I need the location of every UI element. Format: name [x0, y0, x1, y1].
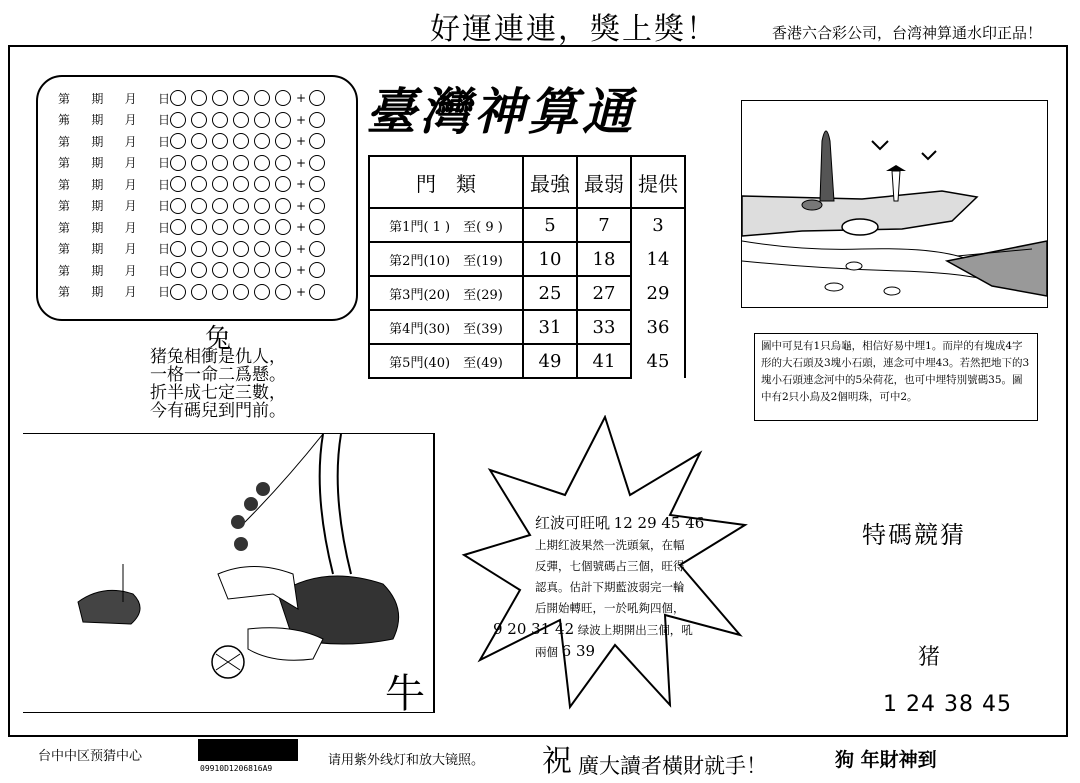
table-row [369, 242, 685, 276]
plus-sign: + [296, 284, 307, 299]
record-date-label [58, 262, 170, 279]
special-number-circle [309, 176, 325, 192]
footer-bless-char: 祝 [542, 744, 572, 779]
number-circle [170, 133, 186, 149]
record-period: 期 [91, 263, 104, 278]
record-period: 期 [91, 177, 104, 192]
record-row [58, 218, 330, 236]
number-circle [254, 284, 270, 300]
page-title: 臺灣神算通 [366, 82, 636, 141]
record-period: 期 [91, 220, 104, 235]
number-circle [233, 90, 249, 106]
number-circle [212, 198, 228, 214]
table-row [369, 276, 685, 310]
record-month: 月 [124, 156, 137, 170]
header-slogan: 好運連連，獎上獎！ [430, 12, 718, 47]
star-line: 上期红波果然一洗頭氣，在幅 [535, 538, 685, 552]
number-circle [191, 284, 207, 300]
table-header-row [369, 156, 685, 208]
record-period: 期 [91, 199, 104, 213]
number-circle [275, 198, 291, 214]
record-row [58, 197, 330, 215]
strongest-value: 10 [523, 242, 577, 276]
record-qi: 第 [58, 177, 71, 192]
number-circle [191, 219, 207, 235]
number-circle [212, 262, 228, 278]
star-headline: 红波可旺吼 [535, 514, 611, 532]
door-range: 第3門(20) 至(29) [369, 276, 523, 310]
special-number-circle [309, 112, 325, 128]
special-number-circle [309, 284, 325, 300]
record-date-label [58, 90, 170, 107]
star-numbers: 6 39 [561, 642, 596, 660]
number-circle [191, 112, 207, 128]
poem-line: 猪兔相衝是仇人， [150, 347, 286, 367]
barcode-number: 09910D1206816A9 [200, 764, 273, 773]
record-qi: 笰 [58, 113, 71, 127]
record-day: 日 [157, 220, 170, 235]
number-circle [191, 155, 207, 171]
star-numbers: 9 20 31 42 [493, 620, 575, 638]
record-qi: 第 [58, 242, 71, 256]
special-guess-title: 特碼競猜 [862, 521, 966, 549]
record-day: 日 [157, 177, 170, 192]
weakest-value: 27 [577, 276, 631, 310]
number-circle [254, 112, 270, 128]
door-range: 第4門(30) 至(39) [369, 310, 523, 344]
record-date-label [58, 154, 170, 171]
table-row [369, 310, 685, 344]
record-month: 月 [124, 177, 137, 192]
special-number-circle [309, 133, 325, 149]
number-circle [275, 241, 291, 257]
record-row [58, 261, 330, 279]
record-day: 日 [157, 285, 170, 299]
number-circle [233, 284, 249, 300]
number-circle [275, 262, 291, 278]
zodiac-ox: 牛 [385, 671, 425, 717]
footer-year: 狗 年財神到 [835, 749, 937, 771]
provide-value: 14 [631, 242, 685, 276]
special-number-circle [309, 262, 325, 278]
record-row [58, 240, 330, 258]
number-circle [275, 284, 291, 300]
records-box [36, 75, 358, 321]
record-period: 期 [91, 285, 104, 299]
number-circle [170, 284, 186, 300]
weakest-value: 7 [577, 208, 631, 242]
number-circle [233, 155, 249, 171]
star-line-numbers [535, 641, 725, 663]
record-day: 日 [157, 91, 170, 106]
record-qi: 第 [58, 91, 71, 106]
star-line: 反彈，七個號碼占三個，旺得 [535, 559, 685, 573]
plus-sign: + [296, 198, 307, 213]
number-circle [170, 112, 186, 128]
special-number-circle [309, 90, 325, 106]
record-month: 月 [124, 113, 137, 127]
record-day: 日 [157, 156, 170, 170]
provide-value: 36 [631, 310, 685, 344]
number-circle [275, 176, 291, 192]
record-date-label [58, 176, 170, 193]
door-table [368, 155, 686, 379]
number-circle [275, 90, 291, 106]
number-circle [170, 176, 186, 192]
header-door-type: 門 類 [369, 156, 523, 208]
record-row [58, 111, 330, 129]
record-row [58, 89, 330, 107]
record-qi: 第 [58, 263, 71, 278]
record-row [58, 154, 330, 172]
star-headline-row [535, 513, 725, 535]
record-month: 月 [124, 220, 137, 235]
record-qi: 第 [58, 199, 71, 213]
plus-sign: + [296, 91, 307, 105]
number-circle [212, 90, 228, 106]
number-circle [170, 219, 186, 235]
poem-line: 折半成七定三數， [150, 383, 286, 403]
number-circle [212, 176, 228, 192]
record-qi: 第 [58, 220, 71, 235]
record-date-label [58, 219, 170, 236]
record-month: 月 [124, 134, 137, 149]
special-number-circle [309, 155, 325, 171]
zodiac-rabbit: 兔 [205, 324, 232, 354]
barcode [198, 739, 298, 761]
record-month: 月 [124, 263, 137, 278]
provide-value: 3 [631, 208, 685, 242]
painting-drawing [23, 434, 431, 710]
special-number-circle [309, 219, 325, 235]
number-circle [254, 90, 270, 106]
star-line: 绿波上期開出三個，吼 [577, 623, 693, 637]
number-circle [170, 155, 186, 171]
record-day: 日 [157, 113, 170, 127]
landscape-note: 圖中可見有1只烏龜，相信好易中埋1。而岸的有塊成4字形的大石頭及3塊小石頭，連念可中埋43。若然把地下的3塊小石頭連念河中的5朵荷花，也可中埋特別號碼35。圖中有2只小鳥及2個明珠，可中2。 [754, 333, 1038, 421]
number-circle [212, 219, 228, 235]
record-date-label [58, 283, 170, 300]
star-text [493, 513, 725, 663]
header-provide: 提供 [631, 156, 685, 208]
poem-line: 一格一命二爲懸。 [150, 365, 286, 385]
weakest-value: 41 [577, 344, 631, 378]
record-period: 期 [91, 242, 104, 256]
table-row [369, 208, 685, 242]
star-headline-numbers: 12 29 45 46 [613, 514, 705, 532]
poem [150, 348, 286, 420]
weakest-value: 33 [577, 310, 631, 344]
plus-sign: + [296, 155, 307, 170]
record-date-label [58, 133, 170, 150]
special-guess-numbers: 1 24 38 45 [883, 692, 1012, 717]
number-circle [191, 133, 207, 149]
record-row [58, 132, 330, 150]
number-circle [212, 284, 228, 300]
footer-check-note: 请用紫外线灯和放大镜照。 [328, 753, 485, 768]
door-range: 第5門(40) 至(49) [369, 344, 523, 378]
number-circle [233, 176, 249, 192]
strongest-value: 25 [523, 276, 577, 310]
special-guess-animal: 猪 [918, 645, 941, 670]
record-date-label [58, 240, 170, 257]
record-date-label [58, 111, 170, 128]
number-circle [170, 262, 186, 278]
number-circle [233, 241, 249, 257]
landscape-drawing [742, 101, 1047, 307]
record-row [58, 283, 330, 301]
landscape-illustration [741, 100, 1048, 308]
record-day: 日 [157, 242, 170, 256]
number-circle [254, 241, 270, 257]
door-range: 第1門( 1 ) 至( 9 ) [369, 208, 523, 242]
record-month: 月 [124, 242, 137, 256]
special-number-circle [309, 241, 325, 257]
record-qi: 第 [58, 134, 71, 149]
record-qi: 第 [58, 285, 71, 299]
number-circle [170, 241, 186, 257]
number-circle [275, 133, 291, 149]
footer-center-name: 台中中区预猜中心 [38, 749, 143, 764]
plus-sign: + [296, 177, 307, 191]
number-circle [191, 176, 207, 192]
record-period: 期 [91, 113, 104, 127]
record-month: 月 [124, 91, 137, 106]
record-period: 期 [91, 156, 104, 170]
record-day: 日 [157, 134, 170, 149]
record-qi: 第 [58, 156, 71, 170]
record-month: 月 [124, 199, 137, 213]
star-line: 后開始轉旺，一於吼夠四個， [535, 601, 685, 615]
record-month: 月 [124, 285, 137, 299]
number-circle [254, 176, 270, 192]
strongest-value: 5 [523, 208, 577, 242]
number-circle [233, 198, 249, 214]
table-row [369, 344, 685, 378]
number-circle [233, 219, 249, 235]
number-circle [275, 155, 291, 171]
number-circle [233, 133, 249, 149]
door-range: 第2門(10) 至(19) [369, 242, 523, 276]
star-line: 認真。估計下期藍波弱完一輪 [535, 580, 685, 594]
provide-value: 29 [631, 276, 685, 310]
painting-illustration [23, 433, 435, 713]
number-circle [233, 262, 249, 278]
number-circle [254, 155, 270, 171]
star-line: 兩個 [535, 645, 558, 659]
number-circle [170, 90, 186, 106]
number-circle [254, 219, 270, 235]
header-weakest: 最弱 [577, 156, 631, 208]
record-day: 日 [157, 263, 170, 278]
number-circle [191, 241, 207, 257]
record-date-label [58, 197, 170, 214]
plus-sign: + [296, 134, 307, 148]
record-row [58, 175, 330, 193]
record-day: 日 [157, 199, 170, 213]
plus-sign: + [296, 112, 307, 127]
number-circle [191, 262, 207, 278]
number-circle [254, 133, 270, 149]
special-number-circle [309, 198, 325, 214]
authorized-note: 香港六合彩公司，台湾神算通水印正品！ [772, 24, 1043, 42]
number-circle [191, 198, 207, 214]
number-circle [233, 112, 249, 128]
record-period: 期 [91, 134, 104, 149]
strongest-value: 31 [523, 310, 577, 344]
number-circle [275, 219, 291, 235]
number-circle [170, 198, 186, 214]
plus-sign: + [296, 241, 307, 256]
number-circle [212, 241, 228, 257]
number-circle [212, 112, 228, 128]
number-circle [275, 112, 291, 128]
plus-sign: + [296, 220, 307, 234]
provide-value: 45 [631, 344, 685, 378]
number-circle [191, 90, 207, 106]
strongest-value: 49 [523, 344, 577, 378]
plus-sign: + [296, 263, 307, 277]
header-strongest: 最強 [523, 156, 577, 208]
number-circle [254, 262, 270, 278]
number-circle [212, 155, 228, 171]
poem-line: 今有碼兒到門前。 [150, 401, 286, 421]
number-circle [212, 133, 228, 149]
record-period: 期 [91, 91, 104, 106]
weakest-value: 18 [577, 242, 631, 276]
star-line-numbers [493, 619, 725, 641]
number-circle [254, 198, 270, 214]
footer-bless: 廣大讀者橫財就手！ [578, 754, 767, 778]
